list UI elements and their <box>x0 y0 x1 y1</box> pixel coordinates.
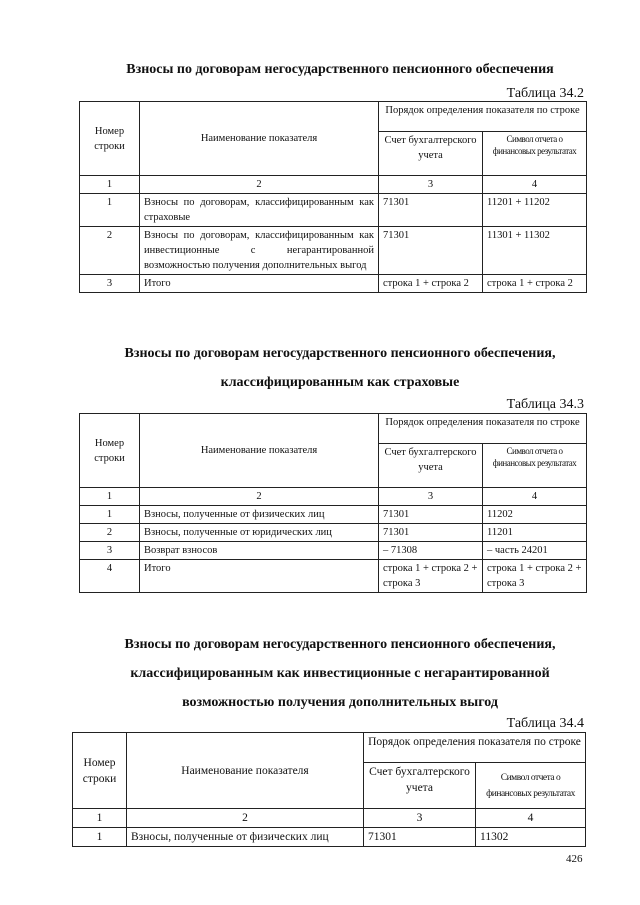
row-symbol: строка 1 + строка 2 <box>483 275 587 293</box>
section-title-line: классифицированным как инвестиционные с негарантированной <box>130 666 550 681</box>
row-account: – 71308 <box>379 542 483 560</box>
section-title-34-2 <box>80 55 600 84</box>
row-account: 71301 <box>379 506 483 524</box>
row-number: 4 <box>80 560 140 593</box>
header-symbol: Символ отчета о финансовых результатах <box>483 132 587 176</box>
header-indicator-name: Наименование показателя <box>140 414 379 488</box>
header-account: Счет бухгалтерского учета <box>379 132 483 176</box>
header-indicator-name: Наименование показателя <box>127 733 364 809</box>
row-name: Взносы, полученные от физических лиц <box>140 506 379 524</box>
col-number-2: 2 <box>127 809 364 828</box>
page-number: 426 <box>566 853 583 865</box>
row-name: Взносы, полученные от физических лиц <box>127 828 364 847</box>
col-number-1: 1 <box>80 488 140 506</box>
header-account: Счет бухгалтерского учета <box>364 763 476 809</box>
row-name: Взносы по договорам, классифицированным как инвестиционные с негарантированной возможностью получения дополнительных выгод <box>140 227 379 275</box>
header-row-number: Номер строки <box>80 414 140 488</box>
row-number: 2 <box>80 524 140 542</box>
table-row <box>80 194 587 227</box>
header-symbol: Символ отчета о финансовых результатах <box>476 763 586 809</box>
table-row <box>80 275 587 293</box>
table-row <box>80 506 587 524</box>
row-account: 71301 <box>379 194 483 227</box>
table-label-34-4: Таблица 34.4 <box>506 716 584 731</box>
table-label-34-3: Таблица 34.3 <box>506 397 584 412</box>
col-number-3: 3 <box>379 488 483 506</box>
header-procedure: Порядок определения показателя по строке <box>364 733 586 763</box>
table-34-4 <box>72 732 586 847</box>
row-name: Итого <box>140 560 379 593</box>
header-indicator-name: Наименование показателя <box>140 102 379 176</box>
row-number: 2 <box>80 227 140 275</box>
table-34-2 <box>79 101 587 293</box>
row-number: 1 <box>80 506 140 524</box>
table-row <box>73 828 586 847</box>
section-title-34-4 <box>80 630 600 717</box>
row-symbol: 11301 + 11302 <box>483 227 587 275</box>
row-name: Взносы, полученные от юридических лиц <box>140 524 379 542</box>
section-title-line: Взносы по договорам негосударственного пенсионного обеспечения, <box>124 637 556 652</box>
row-account: 71301 <box>379 227 483 275</box>
col-number-4: 4 <box>483 176 587 194</box>
header-procedure: Порядок определения показателя по строке <box>379 414 587 444</box>
row-name: Итого <box>140 275 379 293</box>
table-row <box>80 227 587 275</box>
table-row <box>80 542 587 560</box>
row-symbol: 11201 <box>483 524 587 542</box>
row-account: строка 1 + строка 2 + строка 3 <box>379 560 483 593</box>
row-account: 71301 <box>364 828 476 847</box>
row-name: Возврат взносов <box>140 542 379 560</box>
section-title-34-3 <box>80 339 600 397</box>
table-34-3 <box>79 413 587 593</box>
row-account: 71301 <box>379 524 483 542</box>
row-number: 1 <box>80 194 140 227</box>
row-number: 3 <box>80 275 140 293</box>
col-number-1: 1 <box>80 176 140 194</box>
section-title-line: Взносы по договорам негосударственного пенсионного обеспечения, <box>124 346 556 361</box>
row-number: 3 <box>80 542 140 560</box>
row-symbol: 11202 <box>483 506 587 524</box>
row-symbol: 11201 + 11202 <box>483 194 587 227</box>
header-account: Счет бухгалтерского учета <box>379 444 483 488</box>
row-name: Взносы по договорам, классифицированным как страховые <box>140 194 379 227</box>
header-row-number: Номер строки <box>80 102 140 176</box>
section-title-line: Взносы по договорам негосударственного пенсионного обеспечения <box>126 62 554 77</box>
header-procedure: Порядок определения показателя по строке <box>379 102 587 132</box>
row-number: 1 <box>73 828 127 847</box>
header-row-number: Номер строки <box>73 733 127 809</box>
row-symbol: 11302 <box>476 828 586 847</box>
table-label-34-2: Таблица 34.2 <box>506 86 584 101</box>
col-number-3: 3 <box>379 176 483 194</box>
section-title-line: классифицированным как страховые <box>220 375 460 390</box>
col-number-4: 4 <box>483 488 587 506</box>
row-symbol: – часть 24201 <box>483 542 587 560</box>
table-row <box>80 524 587 542</box>
header-symbol: Символ отчета о финансовых результатах <box>483 444 587 488</box>
row-symbol: строка 1 + строка 2 + строка 3 <box>483 560 587 593</box>
col-number-3: 3 <box>364 809 476 828</box>
row-account: строка 1 + строка 2 <box>379 275 483 293</box>
col-number-4: 4 <box>476 809 586 828</box>
section-title-line: возможностью получения дополнительных выгод <box>182 695 498 710</box>
col-number-2: 2 <box>140 488 379 506</box>
table-row <box>80 560 587 593</box>
col-number-1: 1 <box>73 809 127 828</box>
col-number-2: 2 <box>140 176 379 194</box>
